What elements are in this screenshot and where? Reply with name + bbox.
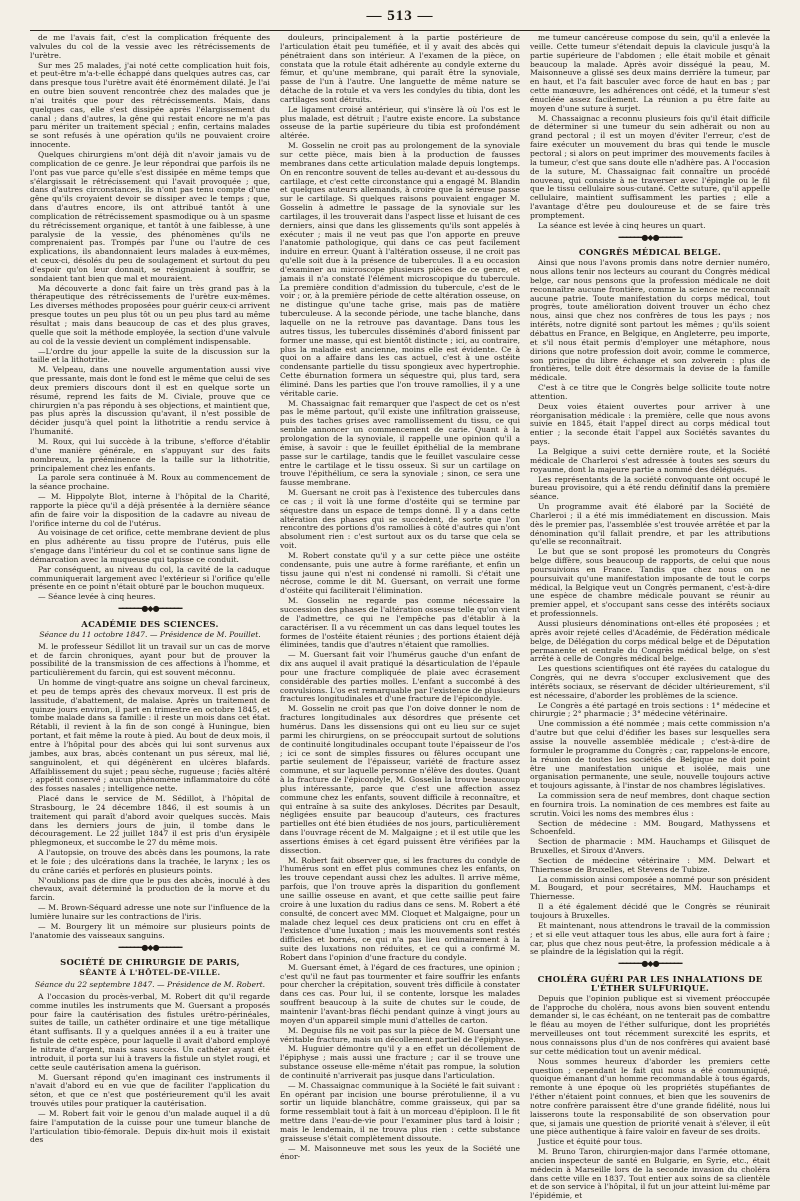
paragraph: M. Deguise fils ne voit pas sur la pièce de M. Guersant une véritable fracture, mais un décollement partiel de l'épiphyse. — [280, 1025, 520, 1044]
paragraph: Section de médecine : MM. Bougard, Mathyssens et Schoenfeld. — [530, 818, 770, 837]
paragraph: M. Chassaignac fait remarquer que l'aspect de cet os n'est pas le même partout, qu'il existe une infiltration graisseuse, puis des taches grises avec ramollissement du tissu, ce qui semble annoncer un commencement de carie. Quant à la prolongation de la synoviale, il rappelle une opinion qu'il a émise, à savoir : que le feuillet épithélial de la membrane passe sur le cartilage, tandis que le feuillet vasculaire cesse entre le cartilage et le tissu osseux. Si sur un cartilage on trouve l'épithélium, ce sera la synoviale ; sinon, ce sera une fausse membrane. — [280, 398, 520, 488]
paragraph: me tumeur cancéreuse compose du sein, qu'il a enlevée la veille. Cette tumeur s'étendait depuis la clavicule jusqu'à la partie supérieure de l'abdomen ; elle était mobile et gênait beaucoup la malade. Après avoir disséqué la peau, M. Maisonneuve a glissé ses deux mains derrière la tumeur, par en haut, et l'a fait basculer avec force de haut en bas ; par cette manœuvre, les adhérences ont cédé, et la tumeur s'est énucléée assez facilement. La réunion a pu être faite au moyen d'une suture à surjet. — [530, 33, 770, 113]
paragraph: La parole sera continuée à M. Roux au commencement de la séance prochaine. — [30, 473, 270, 492]
paragraph: Et maintenant, nous attendrons le travail de la commission ; et si elle veut attaquer tous les abus, elle aura fort à faire ; car, plus que chez nous peut-être, la profession médicale a à se plaindre de la législation qui la régit. — [530, 920, 770, 957]
paragraph: Le ligament croisé antérieur, qui s'insère là où l'os est le plus malade, est détruit ; l'autre existe encore. La substance osseuse de la partie supérieure du tibia est profondément altérée. — [280, 104, 520, 141]
paragraph: douleurs, principalement à la partie postérieure de l'articulation était peu tuméfiée, et il y avait des abcès qui pénétraient dans son intérieur. A l'examen de la pièce, on constata que la rotule était adhérente au condyle externe du fémur, et qu'une membrane, qui paraît être la synoviale, passe de l'un à l'autre. Une languette de même nature se détache de la rotule et va vers les condyles du tibia, dont les cartilages sont détruits. — [280, 33, 520, 104]
paragraph: Au voisinage de cet orifice, cette membrane devient de plus en plus adhérente au tissu propre de l'utérus, puis elle s'engage dans l'intérieur du col et se continue sans ligne de démarcation avec la muqueuse qui tapisse ce conduit. — [30, 528, 270, 564]
paragraph: — Séance levée à cinq heures. — [38, 592, 156, 602]
paragraph: M. Robert fait observer que, si les fractures du condyle de l'humérus sont en effet plus communes chez les enfants, on les trouve cependant aussi chez les adultes. Il arrive même, parfois, que l'on trouve après la disparition du gonflement une saillie osseuse en avant, et que cette saillie peut faire croire à une luxation du radius dans ce sens. M. Robert a été consulté, de concert avec MM. Cloquet et Malgaigne, pour un malade chez lequel ces deux praticiens ont cru en effet à l'existence d'une luxation ; mais les mouvements sont restés difficiles et bornés, ce qui n'a pas lieu ordinairement à la suite des luxations non réduites, et ce qui a confirmé M. Robert dans l'opinion d'une fracture du condyle. — [280, 855, 520, 962]
header-rule — [30, 30, 770, 31]
paragraph: — M. Chassaignac communique à la Société le fait suivant : En opérant par incision une bourse prérotulienne, il a vu sortir un liquide blanchâtre, comme graisseux, qui par sa forme ressemblait tout à fait à un morceau d'épiploon. Il le fit mettre dans l'eau-de-vie pour l'examiner plus tard à loisir ; mais le lendemain, il ne trouva plus rien : cette substance graisseuse s'était complètement dissoute. — [280, 1080, 520, 1143]
paragraph: — M. Guersant fait voir l'humérus gauche d'un enfant de dix ans auquel il avait pratiqué la désarticulation de l'épaule pour une fracture compliquée de plaie avec écrasement considérable des parties molles. L'enfant a succombé à des convulsions. L'os est remarquable par l'existence de plusieurs fractures longitudinales et d'une fracture de l'épicondyle. — [280, 650, 520, 704]
paragraph: Le but que se sont proposé les promoteurs du Congrès belge diffère, sous beaucoup de rapports, de celui que nous poursuivions en France. Tandis que chez nous on ne poursuivait qu'une manifestation imposante de tout le corps médical, la Belgique veut un Congrès permanent, c'est-à-dire une espèce de chambre médicale pouvant se réunir au premier appel, et s'occupant sans cesse des intérêts sociaux et professionnels. — [530, 547, 770, 619]
congres-belge-section — [530, 259, 770, 957]
paragraph: Il a été également décidé que le Congrès se réunirait toujours à Bruxelles. — [530, 902, 770, 920]
paragraph: Par conséquent, au niveau du col, la cavité de la caduque communiquerait largement avec l'extérieur si l'orifice qu'elle présente en ce point n'était obturé par le bouchon muqueux. — [30, 564, 270, 592]
paragraph: de me l'avais fait, c'est la complication fréquente des valvules du col de la vessie avec les rétrécissements de l'urètre. — [30, 33, 270, 60]
session-dateline: Séance du 11 octobre 1847. — Présidence de M. Pouillet. — [39, 629, 261, 639]
paragraph: M. Bruno Taron, chirurgien-major dans l'armée ottomane, ancien inspecteur de santé en Bulgarie, en Syrie, etc., était médecin à Marseille lors de la seconde invasion du choléra dans cette ville en 1837. Tout entier aux soins de sa clientèle et de son service à l'hôpital, il fut un jour atteint lui-même par l'épidémie, et — [530, 1147, 770, 1201]
paragraph: — M. Bourgery lit un mémoire sur plusieurs points de l'anatomie des vaisseaux sanguins. — [30, 921, 270, 940]
paragraph: A l'occasion du procès-verbal, M. Robert dit qu'il regarde comme inutiles les instruments que M. Guersant a proposés pour faire la cautérisation des fistules urétro-périnéales, suites de taille, un cathéter ordinaire et une tige métallique étant suffisants. Il y a quelques années il a eu à traiter une fistule de cette espèce, pour laquelle il avait d'abord employé le nitrate d'argent, mais sans succès. Un cathéter ayant été introduit, il porta sur lui à travers la fistule un stylet rougi, et cette seule cautérisation amena la guérison. — [30, 991, 270, 1072]
academie-sciences-section — [30, 643, 270, 941]
paragraph: Section de médecine vétérinaire : MM. Delwart et Thiernesse de Bruxelles, et Stevens de Tubize. — [530, 855, 770, 874]
ornamental-separator: ━━━━━━●◆●━━━━━━ — [618, 232, 682, 242]
paragraph: Placé dans le service de M. Sédillot, à l'hôpital de Strasbourg, le 24 décembre 1846, il est soumis à un traitement qui paraît d'abord avoir quelques succès. Mais dans les derniers jours de juin, il tombe dans le découragement. Le 22 juillet 1847 il est pris d'un érysipèle phlegmoneux, et succombe le 27 du même mois. — [30, 794, 270, 848]
paragraph: Nous sommes heureux d'aborder les premiers cette question ; cependant le fait qui nous a été communiqué, quoique émanant d'un homme recommandable à tous égards, remonte à une époque où les propriétés stupéfiantes de l'éther n'étaient point connues, et bien que les souvenirs de notre confrère paraissent être d'une grande fidélité, nous lui laisserons toute la responsabilité de son observation pour que, si jamais une question de priorité venait à s'élever, il eût une pièce authentique à faire valoir en faveur de ses droits. — [530, 1056, 770, 1137]
societe-chirurgie-section — [30, 993, 270, 1145]
paragraph: La séance est levée à cinq heures un quart. — [538, 220, 706, 230]
paragraph: Une commission a été nommée ; mais cette commission n'a d'autre but que celui d'édifier les bases sur lesquelles sera assise la nouvelle assemblée médicale ; c'est-à-dire de formuler le programme du Congrès ; car, rappelons-le encore, la réunion de toutes les sociétés de Belgique ne doit point être une manifestation unique et isolée, mais une organisation permanente, une seule, nouvelle toujours active et toujours agissante, à l'instar de nos chambres législatives. — [530, 719, 770, 791]
paragraph: Section de pharmacie : MM. Hauchamps et Gilisquet de Bruxelles, et Siroux d'Anvers. — [530, 837, 770, 856]
paragraph: M. Gosselin ne regarde pas comme nécessaire la succession des phases de l'altération osseuse telle qu'on vient de l'admettre, ce qui ne l'empêche pas d'établir à la caractériser. Il a vu récemment un cas dans lequel toutes les formes de l'ostéite étaient réunies ; des portions étaient déjà éliminées, tandis que d'autres n'étaient que ramollies. — [280, 596, 520, 650]
paragraph: — M. Maisonneuve met sous les yeux de la Société une énor- — [280, 1143, 520, 1162]
paragraph: Les représentants de la société convoquante ont occupé le bureau provisoire, qui a été rendu définitif dans la première séance. — [530, 474, 770, 502]
section-title-societe-chirurgie: SOCIÉTÉ DE CHIRURGIE DE PARIS, — [60, 957, 240, 968]
paragraph: M. Gosselin ne croit pas au prolongement de la synoviale sur cette pièce, mais bien à la production de fausses membranes dans cette articulation malade depuis longtemps. On en rencontre souvent de telles au-devant et au-dessous du cartilage, et c'est cette circonstance qui a engagé M. Blandin et quelques auteurs allemands, à croire que la séreuse passe sur le cartilage. Si quelques raisons pouvaient engager M. Gosselin à admettre le passage de la synoviale sur les cartilages, il les trouverait dans l'aspect lisse et luisant de ces derniers, ainsi que dans les glissements qu'ils sont appelés à exécuter ; mais il ne veut pas que l'on apporte en preuve l'anatomie pathologique, qui dans ce cas peut facilement induire en erreur. Quant à l'altération osseuse, il ne croit pas qu'elle soit due à la présence de tubercules. Il a eu occasion d'examiner au microscope plusieurs pièces de ce genre, et jamais il n'a constaté l'élément microscopique du tubercule. La première condition d'admission du tubercule, c'est de le voir ; or, à la première période de cette altération osseuse, on ne distingue qu'une tache grise, mais pas de matière tuberculeuse. A la seconde période, une tache blanche, dans laquelle on ne la retrouve pas davantage. Dans tous les autres tissus, les tubercules disséminés d'abord finissent par former une masse, qui est bientôt distincte ; ici, au contraire, plus la maladie est ancienne, moins elle est évidente. Ce à quoi on a affaire dans les cas actuel, c'est à une ostéite condensante partielle du tissu spongieux avec hypertrophie. Cette éburnation formera un séquestre qui, plus tard, sera éliminé. Dans les parties que l'on trouve ramollies, il y a une véritable carie. — [280, 141, 520, 398]
page-number: — 513 — — [366, 8, 434, 24]
paragraph: La commission sera de neuf membres, dont chaque section en fournira trois. La nomination de ces membres est faite au scrutin. Voici les noms des membres élus : — [530, 791, 770, 818]
paragraph: M. Gosselin ne croit pas que l'on doive donner le nom de fractures longitudinales aux désordres que présente cet humérus. Dans les dissensions qui ont eu lieu sur ce sujet parmi les chirurgiens, on se préoccupait surtout de solutions de continuité longitudinales occupant toute l'épaisseur de l'os ; ici ce sont de simples fissures ou fêlures occupant une partie seulement de l'épaisseur, variété de fracture assez commune, et sur laquelle personne n'élève des doutes. Quant à la fracture de l'épicondyle, M. Gosselin la trouve beaucoup plus intéressante, parce que c'est une affection assez commune chez les enfants, souvent difficile à reconnaître, et qui entraîne à sa suite des ankyloses. Décrites par Desault, négligées ensuite par beaucoup d'auteurs, ces fractures partielles ont été bien étudiées de nos jours, particulièrement dans l'ouvrage récent de M. Malgaigne ; et il est utile que les assertions émises à cet égard puissent être vérifiées par la dissection. — [280, 704, 520, 855]
paragraph: A l'autopsie, on trouve des abcès dans les poumons, la rate et le foie ; des ulcérations dans la trachée, le larynx ; les os du crâne cariés et perforés en plusieurs points. — [30, 848, 270, 875]
ornamental-separator: ━━━━━━●◆●━━━━━━ — [618, 959, 682, 969]
ornamental-separator: ━━━━━━●◆●━━━━━━ — [118, 942, 182, 952]
cholera-section — [530, 995, 770, 1201]
paragraph: — M. Robert fait voir le genou d'un malade auquel il a dû faire l'amputation de la cuisse pour une tumeur blanche de l'articulation tibio-fémorale. Depuis dix-huit mois il existait des — [30, 1108, 270, 1145]
paragraph: N'oublions pas de dire que le pus des abcès, inoculé à des chevaux, avait déterminé la production de la morve et du farcin. — [30, 875, 270, 903]
academie-medecine-section — [30, 34, 270, 602]
paragraph: Les questions scientifiques ont été rayées du catalogue du Congrès, qui ne devra s'occuper exclusivement que des intérêts sociaux, se réservant de décider ultérieurement, s'il est nécessaire, d'aborder les problèmes de la science. — [530, 664, 770, 700]
paragraph: M. le professeur Sédillot lit un travail sur un cas de morve et de farcin chroniques, ayant pour but de prouver la possibilité de la transmission de ces affections à l'homme, et particulièrement du farcin, qui est souvent méconnu. — [30, 641, 270, 678]
paragraph: —L'ordre du jour appelle la suite de la discussion sur la taille et la lithotritie. — [30, 346, 270, 365]
paragraph: M. Chassaignac a reconnu plusieurs fois qu'il était difficile de déterminer si une tumeur du sein adhérait ou non au grand pectoral ; il est un moyen d'éviter l'erreur, c'est de faire exécuter un mouvement du bras qui tende le muscle pectoral ; si alors on peut imprimer des mouvements faciles à la tumeur, c'est que sans doute elle n'adhère pas. A l'occasion de la suture, M. Chassaignac fait connaître un procédé nouveau, qui consiste à ne traverser avec l'épingle ou le fil que le tissu cellulaire sous-cutané. Cette suture, qu'il appelle cellulaire, maintient suffisamment les parties ; elle a l'avantage d'être peu douloureuse et de se faire très promptement. — [530, 113, 770, 220]
paragraph: La commission ainsi composée a nommé pour son président M. Bougard, et pour secrétaires, MM. Hauchamps et Thiernesse. — [530, 874, 770, 902]
paragraph: Quelques chirurgiens m'ont déjà dit n'avoir jamais vu de complication de ce genre. Je leur répondrai que parfois ils ne l'ont pas vue parce qu'elle s'est dissipée en même temps que s'élargissait le rétrécissement qui l'avait provoquée ; que, dans d'autres circonstances, ils n'ont pas tenu compte d'une gêne qu'ils croyaient devoir se dissiper avec le temps ; que, dans d'autres encore, ils ont attribué tantôt à une complication de rétrécissement spasmodique ou à un spasme du rétrécissement organique, et tantôt à une faiblesse, à une paralysie de la vessie, des phénomènes qu'ils ne comprenaient pas. Trompés par l'une ou l'autre de ces explications, ils abandonnaient leurs malades à eux-mêmes, et ceux-ci, désolés du peu de soulagement et surtout du peu d'espoir qu'on leur donnait, se résignaient à souffrir, se sondaient tant bien que mal et mouraient. — [30, 149, 270, 283]
paragraph: Sur mes 25 malades, j'ai noté cette complication huit fois, et peut-être m'a-t-elle échappé dans quelques autres cas, car dans presque tous l'urètre avait été énormément dilaté. Je l'ai en outre bien souvent rencontrée chez des malades que je n'ai traités que pour des rétrécissements. Mais, dans quelques cas, elle s'est dissipée après l'élargissement du canal ; dans d'autres, la gêne qui restait encore ne m'a pas paru mériter un traitement spécial ; enfin, certains malades se sont refusés à une opération qu'ils ne pouvaient croire innocente. — [30, 60, 270, 150]
paragraph: M. Huguier démontre qu'il y a en effet un décollement de l'épiphyse ; mais aussi une fracture ; car il se trouve une substance osseuse elle-même n'était pas rompue, la solution de continuité n'arriverait pas jusque dans l'articulation. — [280, 1044, 520, 1080]
paragraph: M. Roux, qui lui succède à la tribune, s'efforce d'établir d'une manière générale, en s'appuyant sur des faits nombreux, la prééminence de la taille sur la lithotritie, principalement chez les enfants. — [30, 436, 270, 473]
section-title-congres-belge: CONGRÈS MÉDICAL BELGE. — [578, 247, 722, 258]
paragraph: Depuis que l'opinion publique est si vivement préoccupée de l'approche du choléra, nous avons bien souvent entendu demander si, le cas échéant, on ne tenterait pas de combattre le fléau au moyen de l'éther sulfurique, dont les propriétés merveilleuses ont tout récemment surexcité les esprits, et nous connaissons plus d'un de nos confrères qui avaient basé sur cette médication tout un avenir médical. — [530, 993, 770, 1056]
paragraph: Un homme de vingt-quatre ans soigne un cheval farcineux, et peu de temps après des chevaux morveux. Il est pris de lassitude, d'abattement, de malaise. Après un traitement de quinze jours environ, il part en trimestre en octobre 1845, et tombe malade dans sa famille : il reste un mois dans cet état. Rétabli, il revient à la fin de son congé à Huningue, bien portant, et fait même la route à pied. Au bout de deux mois, il entre à l'hôpital pour des abcès qui lui sont survenus aux jambes, aux bras, abcès contenant un pus séreux, mal lié, sanguinolent, et qui dégénèrent en ulcères blafards. Affaiblissement du sujet ; peau sèche, rugueuse ; faciès altéré ; appétit conservé ; aucun phénomène inflammatoire du côté des fosses nasales ; intelligence nette. — [30, 678, 270, 794]
paragraph: M. Robert constate qu'il y a sur cette pièce une ostéite condensante, puis une autre à forme raréfiante, et enfin un tissu jaune qui n'est ni condensé ni ramolli. Si c'était une nécrose, comme le dit M. Guersant, on verrait une forme d'ostéite qui faciliterait l'élimination. — [280, 550, 520, 596]
column-middle — [280, 34, 520, 1160]
section-title-academie-sciences: ACADÉMIE DES SCIENCES. — [81, 619, 219, 629]
column-right — [530, 33, 770, 1201]
paragraph: M. Guersant émet, à l'égard de ces fractures, une opinion ; c'est qu'il ne faut pas tourmenter et faire souffrir les enfants pour chercher la crépitation, souvent très difficile à constater dans ces cas. Pour lui, il se contente, lorsque les malades souffrent beaucoup à la suite de chutes sur le coude, de maintenir l'avant-bras fléchi pendant quinze à vingt jours au moyen d'un appareil simple muni d'attelles de carton. — [280, 962, 520, 1025]
paragraph: C'est à ce titre que le Congrès belge sollicite toute notre attention. — [530, 383, 770, 401]
paragraph: Deux voies étaient ouvertes pour arriver à une réorganisation médicale : la première, celle que nous avons suivie en 1845, était l'appel direct au corps médical tout entier ; la seconde était l'appel aux Sociétés savantes du pays. — [530, 401, 770, 447]
paragraph: Ma découverte a donc fait faire un très grand pas à la thérapeutique des rétrécissements de l'urètre eux-mêmes. Les diverses méthodes proposées pour guérir ceux-ci arrivent presque toutes un peu plus tôt ou un peu plus tard au même résultat ; mais dans beaucoup de cas et des plus graves, quelle que soit la méthode employée, la section d'une valvule au col de la vessie devient un complément indispensable. — [30, 283, 270, 346]
paragraph: M. Guersant répond qu'en imaginant ces instruments il n'avait d'abord eu en vue que de faciliter l'application du séton, et que ce n'est que postérieurement qu'il les avait trouvés utiles pour pratiquer la cautérisation. — [30, 1072, 270, 1109]
paragraph: La Belgique a suivi cette dernière route, et la Société médicale de Charleroi s'est adressée à toutes ses sœurs du royaume, dont la majeure partie a nommé des délégués. — [530, 446, 770, 474]
paragraph: Justice et équité pour tous. — [538, 1137, 643, 1147]
paragraph: Le Congrès a été partagé en trois sections : 1° médecine et chirurgie ; 2° pharmacie ; 3° médecine vétérinaire. — [530, 700, 770, 719]
paragraph: M. Velpeau, dans une nouvelle argumentation aussi vive que pressante, mais dont le fond est le même que celui de ses deux premiers discours dont il est en quelque sorte un résumé, reprend les faits de M. Civiale, prouve que ce chirurgien n'a pas répondu à ses objections, et maintient que, pas plus après la discussion qu'avant, il n'est possible de décider jusqu'à quel point la lithotritie a rendu service à l'humanité. — [30, 365, 270, 437]
ornamental-separator: ━━━━━━●◆●━━━━━━ — [118, 604, 182, 614]
paragraph: — M. Hippolyte Blot, interne à l'hôpital de la Charité, rapporte la pièce qu'il a déjà présentée à la dernière séance afin de faire voir la disposition de la cadavre au niveau de l'orifice interne du col de l'utérus. — [30, 492, 270, 528]
section-title-cholera: CHOLÉRA GUÉRI PAR LES INHALATIONS DE L'ÉTHER SULFURIQUE. — [537, 974, 763, 993]
paragraph: Aussi plusieurs dénominations ont-elles été proposées ; et après avoir rejeté celles d'Académie, de Fédération médicale belge, de Délégation du corps médical belge et de Députation permanente et centrale du Congrès médical belge, on s'est arrêté à celle de Congrès médical belge. — [530, 619, 770, 664]
session-dateline: Séance du 22 septembre 1847. — Présidence de M. Robert. — [34, 980, 266, 990]
paragraph: Ainsi que nous l'avons promis dans notre dernier numéro, nous allons tenir nos lecteurs au courant du Congrès médical belge, car nous pensons que la profession médicale ne doit reconnaître aucune frontière, comme la science ne reconnaît aucune patrie. Toute manifestation du corps médical, tout progrès, toute amélioration doivent trouver un écho chez nous, ainsi que chez nos confrères de tous les pays ; nos intérêts, notre dignité sont partout les mêmes ; qu'ils soient débattus en France, en Belgique, en Angleterre, peu importe, et s'il nous était permis d'employer une métaphore, nous dirions que notre profession doit avoir, comme le commerce, son principe du libre échange et son zolverein : plus de frontières, telle doit être désormais la devise de la famille médicale. — [530, 258, 770, 383]
paragraph: M. Guersant ne croit pas à l'existence des tubercules dans ce cas ; il voit là une forme d'ostéite qui se termine par séquestre dans un espace de temps donné. Il y a dans cette altération des phases qui se succèdent, de sorte que l'on rencontre des portions d'os ramollies à côté d'autres qui n'ont absolument rien : c'est surtout aux os du tarse que cela se voit. — [280, 488, 520, 551]
column-left — [30, 34, 270, 1160]
paragraph: Un programme avait été élaboré par la Société de Charleroi ; il a été mis immédiatement en discussion. Mais dès le premier pas, l'assemblée s'est trouvée arrêtée et par la dénomination qu'il fallait prendre, et par les attributions qu'elle se reconnaîtrait. — [530, 502, 770, 547]
paragraph: — M. Brown-Séquard adresse une note sur l'influence de la lumière lunaire sur les contractions de l'iris. — [30, 903, 270, 921]
section-subtitle: SÉANTE À L'HÔTEL-DE-VILLE. — [79, 968, 221, 978]
